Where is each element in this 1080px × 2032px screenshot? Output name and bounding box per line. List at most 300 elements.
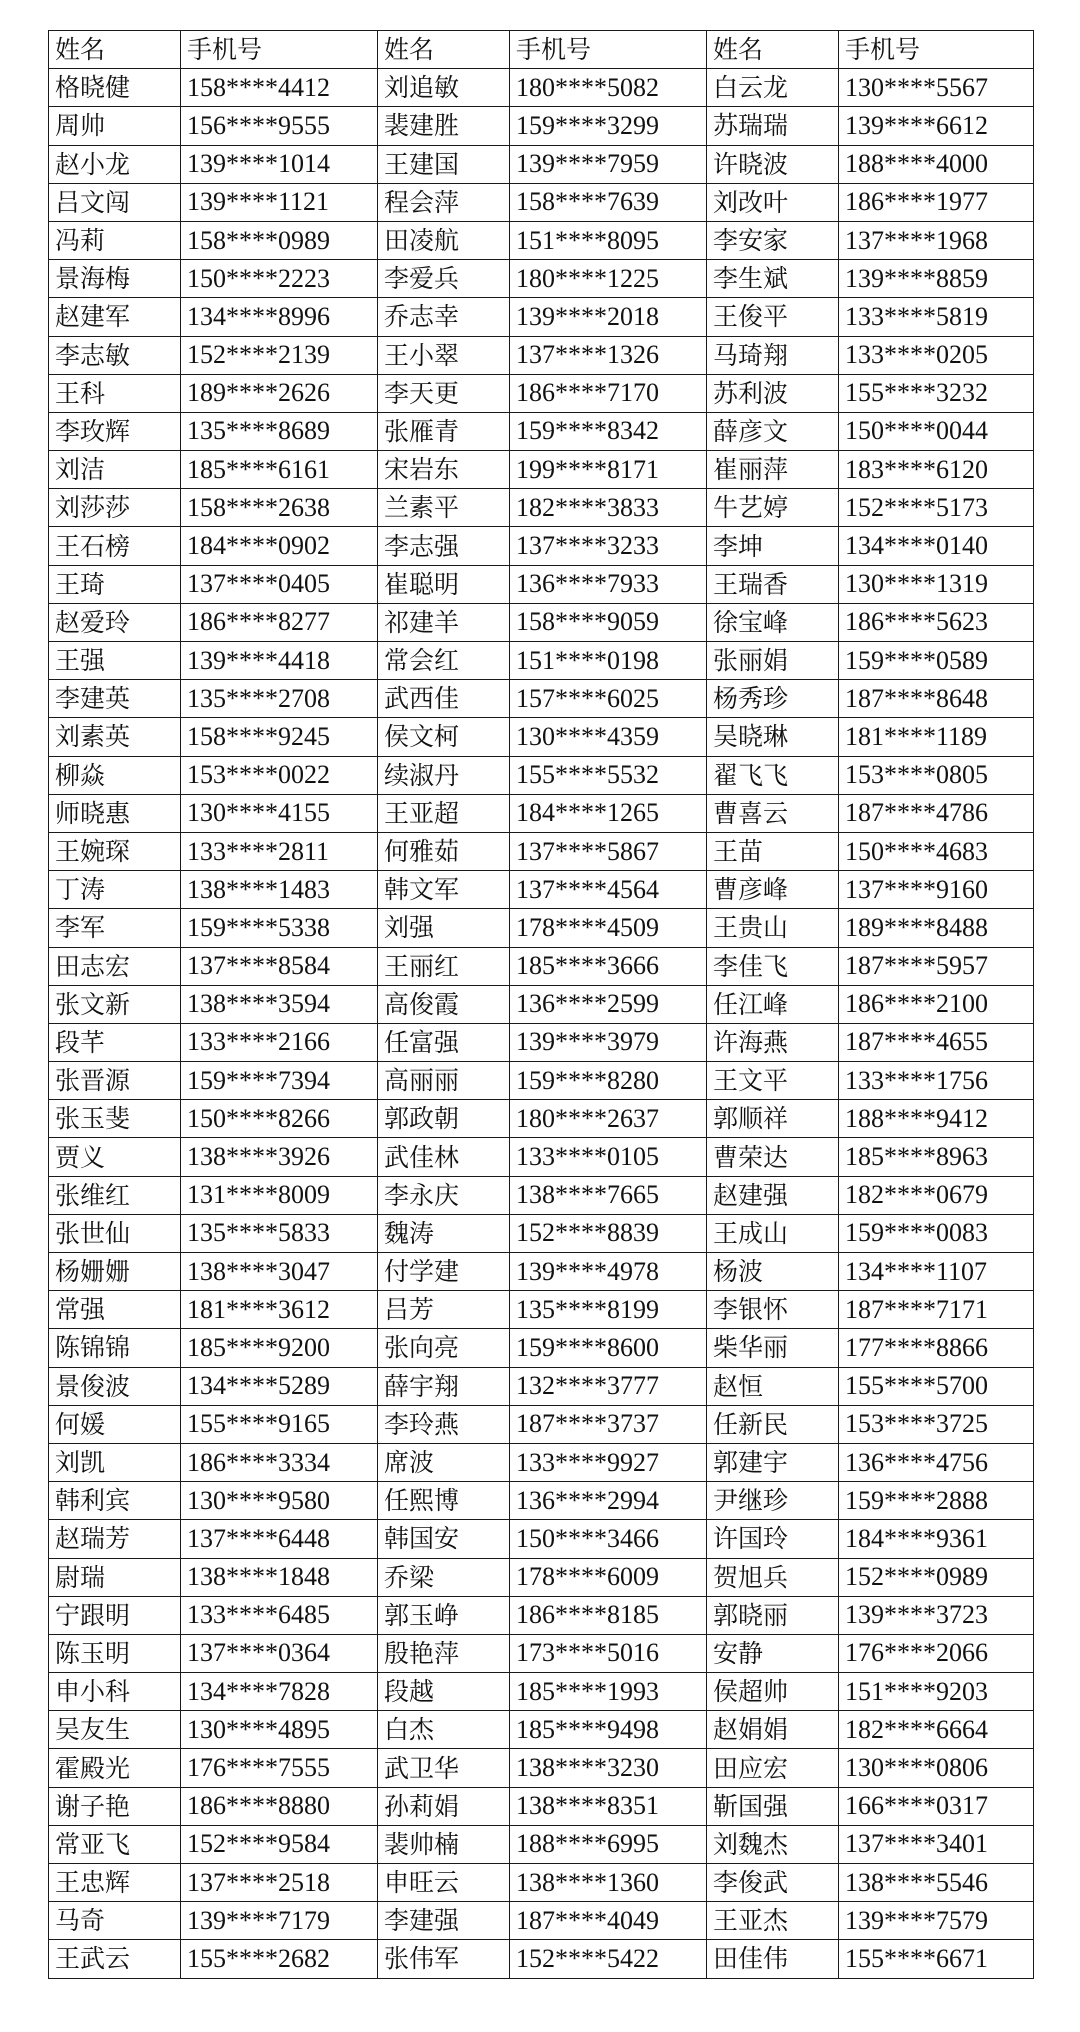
phone-cell: 139****1121 [181,183,378,221]
phone-cell: 188****9412 [839,1100,1034,1138]
name-cell: 何雅茹 [378,832,510,870]
table-row [49,1825,1034,1863]
name-cell: 赵恒 [707,1367,839,1405]
phone-cell: 181****1189 [839,718,1034,756]
table-row [49,260,1034,298]
phone-cell: 183****6120 [839,451,1034,489]
phone-cell: 155****5532 [510,756,707,794]
name-cell: 高俊霞 [378,985,510,1023]
phone-cell: 159****5338 [181,909,378,947]
phone-cell: 139****2018 [510,298,707,336]
name-cell: 王成山 [707,1214,839,1252]
phone-cell: 130****1319 [839,565,1034,603]
phone-cell: 133****2166 [181,1023,378,1061]
table-row [49,756,1034,794]
phone-cell: 159****0083 [839,1214,1034,1252]
table-row [49,565,1034,603]
name-cell: 常强 [49,1291,181,1329]
name-cell: 王忠辉 [49,1864,181,1902]
name-cell: 王丽红 [378,947,510,985]
name-cell: 格晓健 [49,69,181,107]
phone-cell: 137****4564 [510,871,707,909]
phone-cell: 135****8689 [181,412,378,450]
phone-cell: 136****4756 [839,1443,1034,1481]
name-cell: 陈锦锦 [49,1329,181,1367]
table-row [49,1176,1034,1214]
table-row [49,1711,1034,1749]
name-cell: 常亚飞 [49,1825,181,1863]
name-cell: 刘追敏 [378,69,510,107]
table-row [49,985,1034,1023]
phone-cell: 187****3737 [510,1405,707,1443]
name-cell: 段芊 [49,1023,181,1061]
phone-cell: 188****6995 [510,1825,707,1863]
name-cell: 王婉琛 [49,832,181,870]
name-cell: 王建国 [378,145,510,183]
phone-cell: 189****8488 [839,909,1034,947]
phone-cell: 134****5289 [181,1367,378,1405]
phone-cell: 137****0364 [181,1634,378,1672]
phone-cell: 189****2626 [181,374,378,412]
phone-cell: 158****9245 [181,718,378,756]
name-cell: 张向亮 [378,1329,510,1367]
phone-cell: 138****3926 [181,1138,378,1176]
phone-cell: 185****6161 [181,451,378,489]
name-cell: 程会萍 [378,183,510,221]
table-row [49,1405,1034,1443]
name-cell: 杨姗姗 [49,1253,181,1291]
name-cell: 张丽娟 [707,642,839,680]
phone-cell: 155****3232 [839,374,1034,412]
name-cell: 冯莉 [49,221,181,259]
table-row [49,603,1034,641]
name-cell: 郭政朝 [378,1100,510,1138]
table-row [49,336,1034,374]
name-cell: 魏涛 [378,1214,510,1252]
table-row [49,1940,1034,1978]
phone-cell: 186****2100 [839,985,1034,1023]
phone-cell: 130****9580 [181,1482,378,1520]
name-cell: 王石榜 [49,527,181,565]
name-cell: 李志敏 [49,336,181,374]
name-cell: 马奇 [49,1902,181,1940]
name-cell: 韩国安 [378,1520,510,1558]
table-row [49,1787,1034,1825]
phone-cell: 152****5422 [510,1940,707,1978]
name-cell: 续淑丹 [378,756,510,794]
phone-cell: 186****8277 [181,603,378,641]
phone-cell: 134****0140 [839,527,1034,565]
name-cell: 景海梅 [49,260,181,298]
phone-cell: 150****0044 [839,412,1034,450]
contact-table [48,30,1034,1979]
name-cell: 王苗 [707,832,839,870]
name-cell: 王俊平 [707,298,839,336]
phone-cell: 139****3723 [839,1596,1034,1634]
name-cell: 赵建强 [707,1176,839,1214]
table-row [49,1062,1034,1100]
header-name-3: 姓名 [707,31,839,69]
name-cell: 赵建军 [49,298,181,336]
table-row [49,1138,1034,1176]
table-row [49,1596,1034,1634]
phone-cell: 133****0205 [839,336,1034,374]
phone-cell: 185****9200 [181,1329,378,1367]
phone-cell: 185****8963 [839,1138,1034,1176]
header-phone-3: 手机号 [839,31,1034,69]
phone-cell: 139****8859 [839,260,1034,298]
phone-cell: 150****2223 [181,260,378,298]
name-cell: 王武云 [49,1940,181,1978]
phone-cell: 176****2066 [839,1634,1034,1672]
phone-cell: 137****3233 [510,527,707,565]
table-row [49,1253,1034,1291]
phone-cell: 139****7179 [181,1902,378,1940]
phone-cell: 186****7170 [510,374,707,412]
name-cell: 裴建胜 [378,107,510,145]
name-cell: 霍殿光 [49,1749,181,1787]
phone-cell: 138****3047 [181,1253,378,1291]
phone-cell: 133****0105 [510,1138,707,1176]
name-cell: 祁建羊 [378,603,510,641]
name-cell: 许晓波 [707,145,839,183]
name-cell: 任熙博 [378,1482,510,1520]
phone-cell: 159****7394 [181,1062,378,1100]
phone-cell: 186****5623 [839,603,1034,641]
table-row [49,1864,1034,1902]
name-cell: 李银怀 [707,1291,839,1329]
phone-cell: 133****1756 [839,1062,1034,1100]
name-cell: 张玉斐 [49,1100,181,1138]
name-cell: 段越 [378,1673,510,1711]
phone-cell: 130****5567 [839,69,1034,107]
phone-cell: 132****3777 [510,1367,707,1405]
phone-cell: 187****8648 [839,680,1034,718]
phone-cell: 130****4895 [181,1711,378,1749]
name-cell: 陈玉明 [49,1634,181,1672]
phone-cell: 136****2994 [510,1482,707,1520]
table-row [49,451,1034,489]
table-row [49,489,1034,527]
phone-cell: 139****4418 [181,642,378,680]
name-cell: 裴帅楠 [378,1825,510,1863]
phone-cell: 137****2518 [181,1864,378,1902]
name-cell: 武卫华 [378,1749,510,1787]
name-cell: 徐宝峰 [707,603,839,641]
name-cell: 席波 [378,1443,510,1481]
name-cell: 李安家 [707,221,839,259]
name-cell: 郭玉峥 [378,1596,510,1634]
name-cell: 王亚超 [378,794,510,832]
phone-cell: 158****9059 [510,603,707,641]
phone-cell: 138****5546 [839,1864,1034,1902]
name-cell: 靳国强 [707,1787,839,1825]
name-cell: 尉瑞 [49,1558,181,1596]
name-cell: 牛艺婷 [707,489,839,527]
name-cell: 刘素英 [49,718,181,756]
table-row [49,718,1034,756]
phone-cell: 173****5016 [510,1634,707,1672]
name-cell: 刘魏杰 [707,1825,839,1863]
phone-cell: 137****5867 [510,832,707,870]
phone-cell: 176****7555 [181,1749,378,1787]
table-row [49,183,1034,221]
phone-cell: 151****0198 [510,642,707,680]
name-cell: 丁涛 [49,871,181,909]
table-row [49,1673,1034,1711]
name-cell: 李建英 [49,680,181,718]
table-row [49,1634,1034,1672]
name-cell: 李天更 [378,374,510,412]
name-cell: 吕文闯 [49,183,181,221]
phone-cell: 187****4049 [510,1902,707,1940]
phone-cell: 135****8199 [510,1291,707,1329]
name-cell: 李永庆 [378,1176,510,1214]
table-row [49,1291,1034,1329]
phone-cell: 158****2638 [181,489,378,527]
phone-cell: 150****3466 [510,1520,707,1558]
phone-cell: 138****1483 [181,871,378,909]
table-row [49,871,1034,909]
table-row [49,1329,1034,1367]
phone-cell: 138****7665 [510,1176,707,1214]
table-row [49,298,1034,336]
table-row [49,221,1034,259]
table-row [49,680,1034,718]
name-cell: 郭建宇 [707,1443,839,1481]
name-cell: 张晋源 [49,1062,181,1100]
phone-cell: 139****7579 [839,1902,1034,1940]
phone-cell: 133****9927 [510,1443,707,1481]
phone-cell: 136****7933 [510,565,707,603]
name-cell: 翟飞飞 [707,756,839,794]
name-cell: 刘凯 [49,1443,181,1481]
phone-cell: 157****6025 [510,680,707,718]
name-cell: 任江峰 [707,985,839,1023]
name-cell: 王亚杰 [707,1902,839,1940]
name-cell: 柳焱 [49,756,181,794]
name-cell: 田凌航 [378,221,510,259]
name-cell: 贾义 [49,1138,181,1176]
name-cell: 刘莎莎 [49,489,181,527]
phone-cell: 155****2682 [181,1940,378,1978]
name-cell: 赵瑞芳 [49,1520,181,1558]
phone-cell: 138****8351 [510,1787,707,1825]
phone-cell: 150****4683 [839,832,1034,870]
phone-cell: 158****4412 [181,69,378,107]
phone-cell: 159****8342 [510,412,707,450]
phone-cell: 137****3401 [839,1825,1034,1863]
table-row [49,1443,1034,1481]
name-cell: 周帅 [49,107,181,145]
phone-cell: 184****0902 [181,527,378,565]
phone-cell: 137****1968 [839,221,1034,259]
name-cell: 苏瑞瑞 [707,107,839,145]
phone-cell: 134****7828 [181,1673,378,1711]
phone-cell: 166****0317 [839,1787,1034,1825]
header-phone-2: 手机号 [510,31,707,69]
name-cell: 李建强 [378,1902,510,1940]
header-name-1: 姓名 [49,31,181,69]
table-row [49,1520,1034,1558]
phone-cell: 150****8266 [181,1100,378,1138]
name-cell: 张伟军 [378,1940,510,1978]
phone-cell: 138****1360 [510,1864,707,1902]
phone-cell: 151****9203 [839,1673,1034,1711]
name-cell: 崔聪明 [378,565,510,603]
phone-cell: 138****1848 [181,1558,378,1596]
name-cell: 崔丽萍 [707,451,839,489]
name-cell: 李志强 [378,527,510,565]
name-cell: 李坤 [707,527,839,565]
phone-cell: 135****2708 [181,680,378,718]
name-cell: 马琦翔 [707,336,839,374]
phone-cell: 152****0989 [839,1558,1034,1596]
table-row [49,1482,1034,1520]
phone-cell: 159****8600 [510,1329,707,1367]
phone-cell: 156****9555 [181,107,378,145]
phone-cell: 158****7639 [510,183,707,221]
name-cell: 韩文军 [378,871,510,909]
table-row [49,1558,1034,1596]
name-cell: 安静 [707,1634,839,1672]
phone-cell: 187****7171 [839,1291,1034,1329]
phone-cell: 199****8171 [510,451,707,489]
phone-cell: 138****3230 [510,1749,707,1787]
phone-cell: 181****3612 [181,1291,378,1329]
name-cell: 殷艳萍 [378,1634,510,1672]
phone-cell: 139****3979 [510,1023,707,1061]
table-row [49,69,1034,107]
name-cell: 侯文柯 [378,718,510,756]
name-cell: 曹彦峰 [707,871,839,909]
table-row [49,1100,1034,1138]
phone-cell: 136****2599 [510,985,707,1023]
phone-cell: 182****6664 [839,1711,1034,1749]
header-name-2: 姓名 [378,31,510,69]
phone-cell: 180****5082 [510,69,707,107]
phone-cell: 153****0805 [839,756,1034,794]
name-cell: 李玫辉 [49,412,181,450]
name-cell: 谢子艳 [49,1787,181,1825]
name-cell: 贺旭兵 [707,1558,839,1596]
phone-cell: 155****6671 [839,1940,1034,1978]
name-cell: 赵爱玲 [49,603,181,641]
phone-cell: 152****5173 [839,489,1034,527]
name-cell: 师晓惠 [49,794,181,832]
table-row [49,145,1034,183]
phone-cell: 139****6612 [839,107,1034,145]
phone-cell: 134****1107 [839,1253,1034,1291]
phone-cell: 159****3299 [510,107,707,145]
name-cell: 杨秀珍 [707,680,839,718]
name-cell: 吕芳 [378,1291,510,1329]
phone-cell: 134****8996 [181,298,378,336]
phone-cell: 186****1977 [839,183,1034,221]
phone-cell: 188****4000 [839,145,1034,183]
name-cell: 尹继珍 [707,1482,839,1520]
name-cell: 柴华丽 [707,1329,839,1367]
name-cell: 刘改叶 [707,183,839,221]
name-cell: 郭晓丽 [707,1596,839,1634]
phone-cell: 185****9498 [510,1711,707,1749]
name-cell: 赵娟娟 [707,1711,839,1749]
name-cell: 武佳林 [378,1138,510,1176]
table-row [49,1023,1034,1061]
table-row [49,107,1034,145]
phone-cell: 158****0989 [181,221,378,259]
phone-cell: 137****1326 [510,336,707,374]
table-body [49,31,1034,1979]
table-row [49,412,1034,450]
name-cell: 武西佳 [378,680,510,718]
name-cell: 李爱兵 [378,260,510,298]
name-cell: 乔梁 [378,1558,510,1596]
name-cell: 王强 [49,642,181,680]
name-cell: 吴晓琳 [707,718,839,756]
table-row [49,832,1034,870]
name-cell: 张维红 [49,1176,181,1214]
phone-cell: 139****1014 [181,145,378,183]
name-cell: 张文新 [49,985,181,1023]
table-row [49,1902,1034,1940]
name-cell: 韩利宾 [49,1482,181,1520]
name-cell: 李生斌 [707,260,839,298]
phone-cell: 159****8280 [510,1062,707,1100]
name-cell: 王贵山 [707,909,839,947]
name-cell: 宋岩东 [378,451,510,489]
name-cell: 高丽丽 [378,1062,510,1100]
name-cell: 杨波 [707,1253,839,1291]
name-cell: 王文平 [707,1062,839,1100]
phone-cell: 133****5819 [839,298,1034,336]
name-cell: 白杰 [378,1711,510,1749]
name-cell: 许海燕 [707,1023,839,1061]
name-cell: 许国玲 [707,1520,839,1558]
phone-cell: 184****1265 [510,794,707,832]
name-cell: 曹喜云 [707,794,839,832]
name-cell: 田应宏 [707,1749,839,1787]
name-cell: 乔志幸 [378,298,510,336]
phone-cell: 130****4155 [181,794,378,832]
name-cell: 吴友生 [49,1711,181,1749]
name-cell: 何媛 [49,1405,181,1443]
name-cell: 付学建 [378,1253,510,1291]
table-row [49,947,1034,985]
phone-cell: 152****8839 [510,1214,707,1252]
name-cell: 景俊波 [49,1367,181,1405]
header-row [49,31,1034,69]
phone-cell: 130****0806 [839,1749,1034,1787]
name-cell: 刘洁 [49,451,181,489]
table-row [49,374,1034,412]
table-row [49,527,1034,565]
phone-cell: 177****8866 [839,1329,1034,1367]
name-cell: 薛宇翔 [378,1367,510,1405]
phone-cell: 153****0022 [181,756,378,794]
name-cell: 田志宏 [49,947,181,985]
name-cell: 王瑞香 [707,565,839,603]
name-cell: 白云龙 [707,69,839,107]
phone-cell: 139****4978 [510,1253,707,1291]
table-row [49,1749,1034,1787]
phone-cell: 178****4509 [510,909,707,947]
phone-cell: 182****0679 [839,1176,1034,1214]
phone-cell: 137****0405 [181,565,378,603]
phone-cell: 138****3594 [181,985,378,1023]
phone-cell: 187****4655 [839,1023,1034,1061]
name-cell: 李军 [49,909,181,947]
